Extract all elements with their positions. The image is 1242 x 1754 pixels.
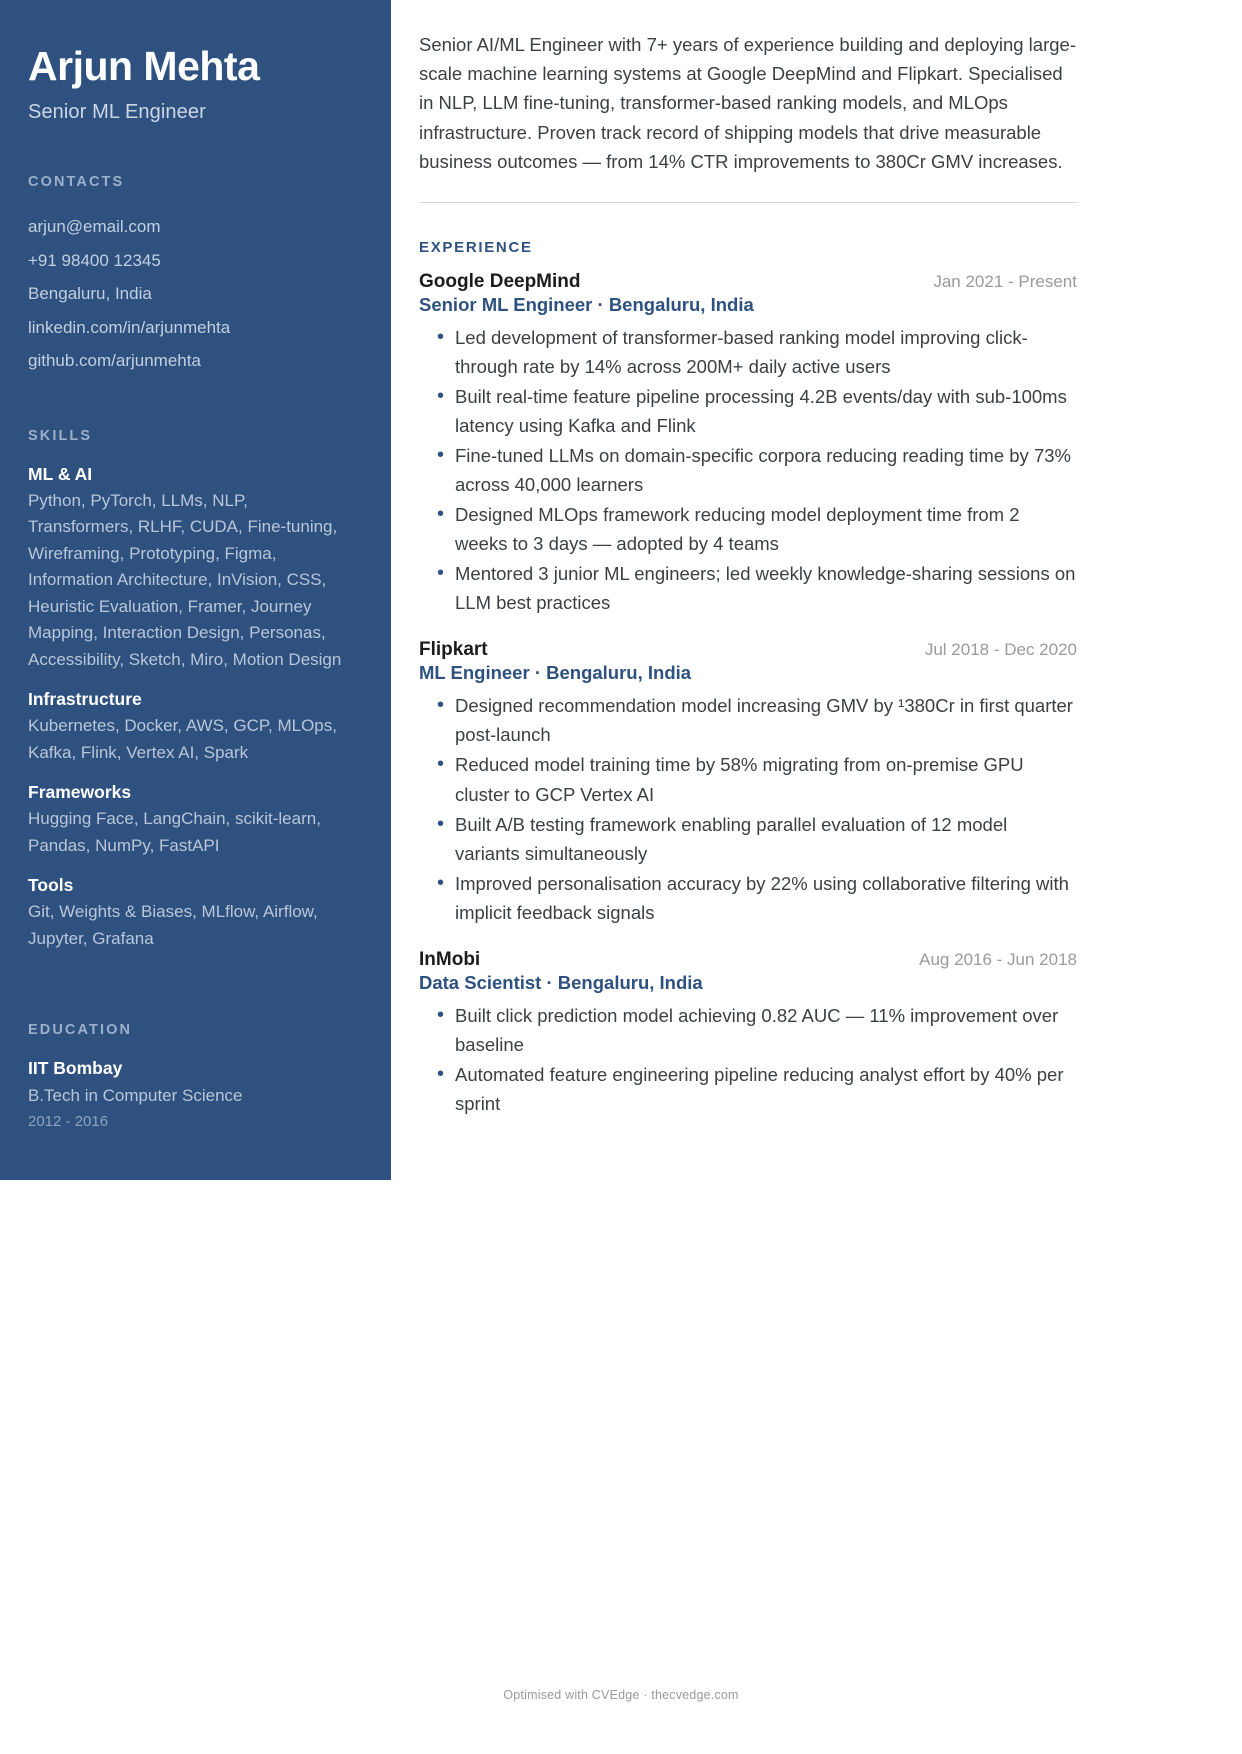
experience-bullets [419,1001,1077,1118]
contact-email[interactable]: arjun@email.com [28,217,161,237]
experience-header [419,949,1077,971]
skill-group-name: ML & AI [28,463,93,484]
bullet-item: • Built A/B testing framework enabling parallel evaluation of 12 model variants simultaneously [419,810,1077,868]
skill-group-items: Kubernetes, Docker, AWS, GCP, MLOps, Kafka, Flink, Vertex AI, Spark [28,716,337,762]
experience-title-location: ML Engineer · Bengaluru, India [419,662,692,684]
candidate-role: Senior ML Engineer [28,101,206,124]
contacts-list [28,210,357,377]
bullet-item: • Built click prediction model achieving 0.82 AUC — 11% improvement over baseline [419,1001,1077,1059]
skills-section-title: SKILLS [28,427,93,444]
bullet-item: • Designed MLOps framework reducing model deployment time from 2 weeks to 3 days — adopted by 4 teams [419,500,1077,558]
education-entry [28,1058,357,1135]
education-section-title: EDUCATION [28,1022,133,1039]
experience-section-title: EXPERIENCE [419,239,533,257]
education-years: 2012 - 2016 [28,1113,109,1131]
skill-group [28,464,357,674]
experience-bullets [419,323,1077,617]
experience-dates: Aug 2016 - Jun 2018 [919,949,1077,969]
bullet-item: • Automated feature engineering pipeline reducing analyst effort by 40% per sprint [419,1060,1077,1118]
experience-header [419,271,1077,293]
skill-group-name: Tools [28,875,74,896]
skill-group-items: Git, Weights & Biases, MLflow, Airflow, Jupyter, Grafana [28,902,318,948]
contact-linkedin[interactable]: linkedin.com/in/arjunmehta [28,317,231,337]
bullet-item: • Reduced model training time by 58% migrating from on-premise GPU cluster to GCP Vertex AI [419,750,1077,808]
bullet-item: • Led development of transformer-based ranking model improving click-through rate by 14% across 200M+ daily active users [419,323,1077,381]
experience-dates: Jan 2021 - Present [933,272,1077,292]
experience-bullets [419,691,1077,926]
contact-location: Bengaluru, India [28,284,152,304]
bullet-item: • Improved personalisation accuracy by 22% using collaborative filtering with implicit feedback signals [419,869,1077,927]
education-school: IIT Bombay [28,1058,123,1079]
page-footer: Optimised with CVEdge · thecvedge.com [503,1688,739,1702]
spacer [28,968,357,1022]
professional-summary: Senior AI/ML Engineer with 7+ years of experience building and deploying large-scale machine learning systems at Google DeepMind and Flipkart. Specialised in NLP, LLM fine-tuning, transformer-based ranking models, and MLOps infrastructure. Proven track record of shipping models that drive measurable business outcomes — from 14% CTR improvements to 380Cr GMV increases. [419,34,1076,172]
experience-dates: Jul 2018 - Dec 2020 [924,640,1077,660]
contact-phone[interactable]: +91 98400 12345 [28,250,161,270]
skill-group-name: Frameworks [28,782,132,803]
experience-header [419,639,1077,661]
bullet-item: • Fine-tuned LLMs on domain-specific corpora reducing reading time by 73% across 40,000 learners [419,441,1077,499]
experience-title-location: Senior ML Engineer · Bengaluru, India [419,294,754,316]
experience-company: Google DeepMind [419,271,581,293]
section-divider [419,202,1078,203]
skill-group-name: Infrastructure [28,689,142,710]
bullet-item: • Built real-time feature pipeline processing 4.2B events/day with sub-100ms latency using Kafka and Flink [419,382,1077,440]
skill-group-items: Hugging Face, LangChain, scikit-learn, Pandas, NumPy, FastAPI [28,809,321,855]
experience-entry [419,639,1077,926]
experience-entry [419,949,1077,1118]
candidate-name: Arjun Mehta [28,43,260,89]
main-content [391,0,1242,1140]
education-degree: B.Tech in Computer Science [28,1086,243,1106]
contacts-section-title: CONTACTS [28,174,125,191]
experience-title-location: Data Scientist · Bengaluru, India [419,971,703,993]
experience-company: Flipkart [419,639,488,661]
skill-group [28,875,357,952]
skill-group [28,782,357,859]
spacer [28,378,357,428]
skill-group-items: Python, PyTorch, LLMs, NLP, Transformers, RLHF, CUDA, Fine-tuning, Wireframing, Prototyping, Figma, Information Architecture, InVision, CSS, Heuristic Evaluation, Framer, Journey Mapping, Interaction Design, Personas, Accessibility, Sketch, Miro, Motion Design [28,490,342,669]
contact-github[interactable]: github.com/arjunmehta [28,351,201,371]
bullet-item: • Designed recommendation model increasing GMV by ¹380Cr in first quarter post-launch [419,691,1077,749]
experience-entry [419,271,1077,617]
skill-group [28,689,357,766]
experience-company: InMobi [419,948,481,970]
sidebar [0,0,391,1180]
bullet-item: • Mentored 3 junior ML engineers; led weekly knowledge-sharing sessions on LLM best practices [419,559,1077,617]
